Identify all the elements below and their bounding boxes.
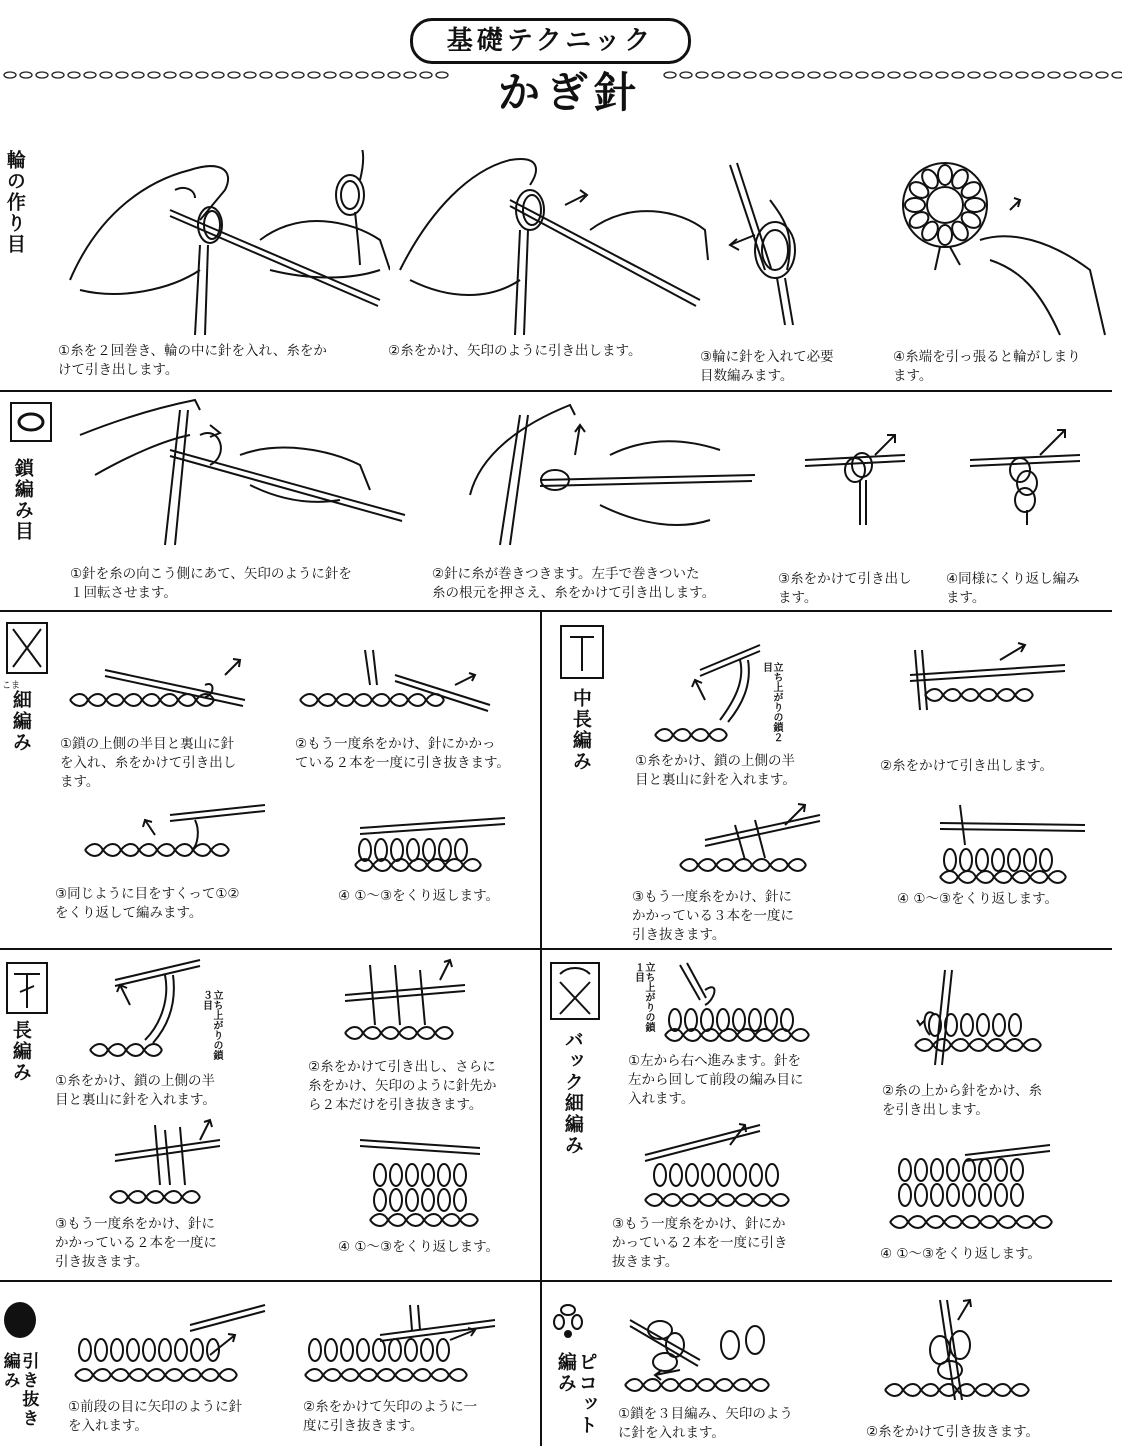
caption: ④糸端を引っ張ると輪がしまり ます。: [893, 349, 1081, 384]
slip-stitch-symbol: [0, 1300, 40, 1340]
caption: ②糸をかけて引き抜きます。: [866, 1424, 1040, 1440]
ring-loop-icon: [325, 150, 385, 270]
section-label-double: 長編み: [9, 1020, 32, 1083]
ring-illustration-2: [390, 150, 710, 340]
section-divider: [0, 1280, 1112, 1282]
double-illustration-4: [355, 1120, 485, 1230]
caption: ②針に糸が巻きつきます。左手で巻きついた 糸の根元を押さえ、糸をかけて引き出します。: [432, 566, 716, 601]
caption: ④ ①～③をくり返します。: [338, 1239, 500, 1255]
picot-illustration-1: [620, 1300, 800, 1400]
back-single-illustration-1: [660, 960, 820, 1045]
chain-border-left: [0, 70, 460, 80]
caption: ①鎖を３目編み、矢印のよう に針を入れます。: [618, 1406, 793, 1441]
page-title: 基礎テクニック: [410, 18, 691, 64]
single-crochet-symbol: [6, 622, 48, 674]
reverse-single-crochet-symbol: [550, 962, 600, 1020]
caption: ①針を糸の向こう側にあて、矢印のように針を １回転させます。: [70, 566, 352, 601]
slip-illustration-2: [300, 1295, 500, 1390]
picot-illustration-2: [880, 1290, 1060, 1410]
caption: ③糸をかけて引き出し ます。: [778, 571, 912, 606]
half-double-symbol: [560, 625, 604, 679]
chain-illustration-1: [70, 395, 410, 565]
section-divider: [0, 390, 1112, 392]
picot-symbol: [548, 1300, 588, 1340]
section-label-slip: 引き抜き編み: [0, 1352, 39, 1428]
caption: ③同じように目をすくって①② をくり返して編みます。: [55, 886, 240, 921]
chain-illustration-4: [965, 415, 1085, 535]
section-label-single: 細編み: [9, 690, 32, 753]
ruby-text: こま: [2, 681, 21, 691]
chain-illustration-2: [440, 395, 760, 565]
double-illustration-1: [85, 955, 205, 1065]
section-divider: [0, 610, 1112, 612]
ring-illustration-4: [890, 150, 1110, 340]
caption: ④同様にくり返し編み ます。: [946, 571, 1080, 606]
caption: ④ ①～③をくり返します。: [897, 891, 1059, 907]
caption: ①前段の目に矢印のように針 を入れます。: [68, 1399, 243, 1434]
page-subtitle: かぎ針: [497, 68, 642, 117]
section-label-back-single: バック細編み: [561, 1030, 584, 1156]
single-illustration-2: [295, 645, 495, 725]
single-illustration-4: [350, 800, 510, 880]
caption: ①鎖の上側の半目と裏山に針 を入れ、糸をかけて引き出し ます。: [60, 736, 237, 790]
caption: ③もう一度糸をかけ、針に かかっている２本を一度に 引き抜きます。: [55, 1216, 217, 1270]
double-illustration-2: [340, 955, 470, 1045]
half-double-illustration-1: [650, 640, 770, 750]
double-crochet-symbol: [6, 962, 48, 1014]
section-divider: [0, 948, 1112, 950]
double-illustration-3: [105, 1115, 225, 1210]
back-single-illustration-4: [885, 1140, 1055, 1235]
chain-border-right: [660, 70, 1122, 80]
caption: ③もう一度糸をかけ、針に かかっている３本を一度に 引き抜きます。: [632, 889, 794, 943]
single-illustration-1: [65, 645, 255, 725]
caption: ③もう一度糸をかけ、針にか かっている２本を一度に引き 抜きます。: [612, 1216, 788, 1270]
caption: ②糸の上から針をかけ、糸 を引き出します。: [882, 1083, 1043, 1118]
section-label-chain: 鎖編み目: [11, 458, 34, 542]
back-single-illustration-2: [905, 965, 1055, 1075]
turning-chain-note: 立ち上がりの鎖１目: [632, 962, 654, 1032]
chain-stitch-symbol: [10, 402, 52, 442]
caption: ④ ①～③をくり返します。: [880, 1246, 1042, 1262]
caption: ②糸をかけて引き出し、さらに 糸をかけ、矢印のように針先か ら２本だけを引き抜きます。: [308, 1059, 497, 1113]
caption: ①糸をかけ、鎖の上側の半 目と裏山に針を入れます。: [635, 753, 796, 788]
half-double-illustration-2: [900, 640, 1070, 720]
turning-chain-note: 立ち上がりの鎖２目: [760, 662, 782, 742]
half-double-illustration-4: [935, 795, 1090, 890]
section-label-half-double: 中長編み: [569, 688, 592, 772]
caption: ④ ①～③をくり返します。: [338, 888, 500, 904]
half-double-illustration-3: [675, 800, 825, 880]
caption: ②糸をかけて矢印のように一 度に引き抜きます。: [303, 1399, 478, 1434]
slip-illustration-1: [70, 1295, 270, 1390]
column-divider: [540, 612, 542, 1446]
single-illustration-3: [80, 800, 270, 870]
caption: ③輪に針を入れて必要 目数編みます。: [700, 349, 834, 384]
caption: ①左から右へ進みます。針を 左から回して前段の編み目に 入れます。: [628, 1053, 804, 1107]
section-label-ring: 輪の作り目: [3, 150, 26, 255]
chain-illustration-3: [800, 415, 910, 535]
caption: ①糸を２回巻き、輪の中に針を入れ、糸をか けて引き出します。: [58, 343, 327, 378]
section-label-picot: ピコット編み: [554, 1352, 598, 1436]
caption: ②糸をかけて引き出します。: [880, 758, 1054, 774]
turning-chain-note: 立ち上がりの鎖３目: [200, 990, 222, 1060]
caption: ②もう一度糸をかけ、針にかかっ ている２本を一度に引き抜きます。: [295, 736, 510, 771]
back-single-illustration-3: [640, 1115, 800, 1215]
caption: ①糸をかけ、鎖の上側の半 目と裏山に針を入れます。: [55, 1073, 216, 1108]
caption: ②糸をかけ、矢印のように引き出します。: [388, 343, 642, 359]
ring-illustration-3: [715, 160, 825, 330]
